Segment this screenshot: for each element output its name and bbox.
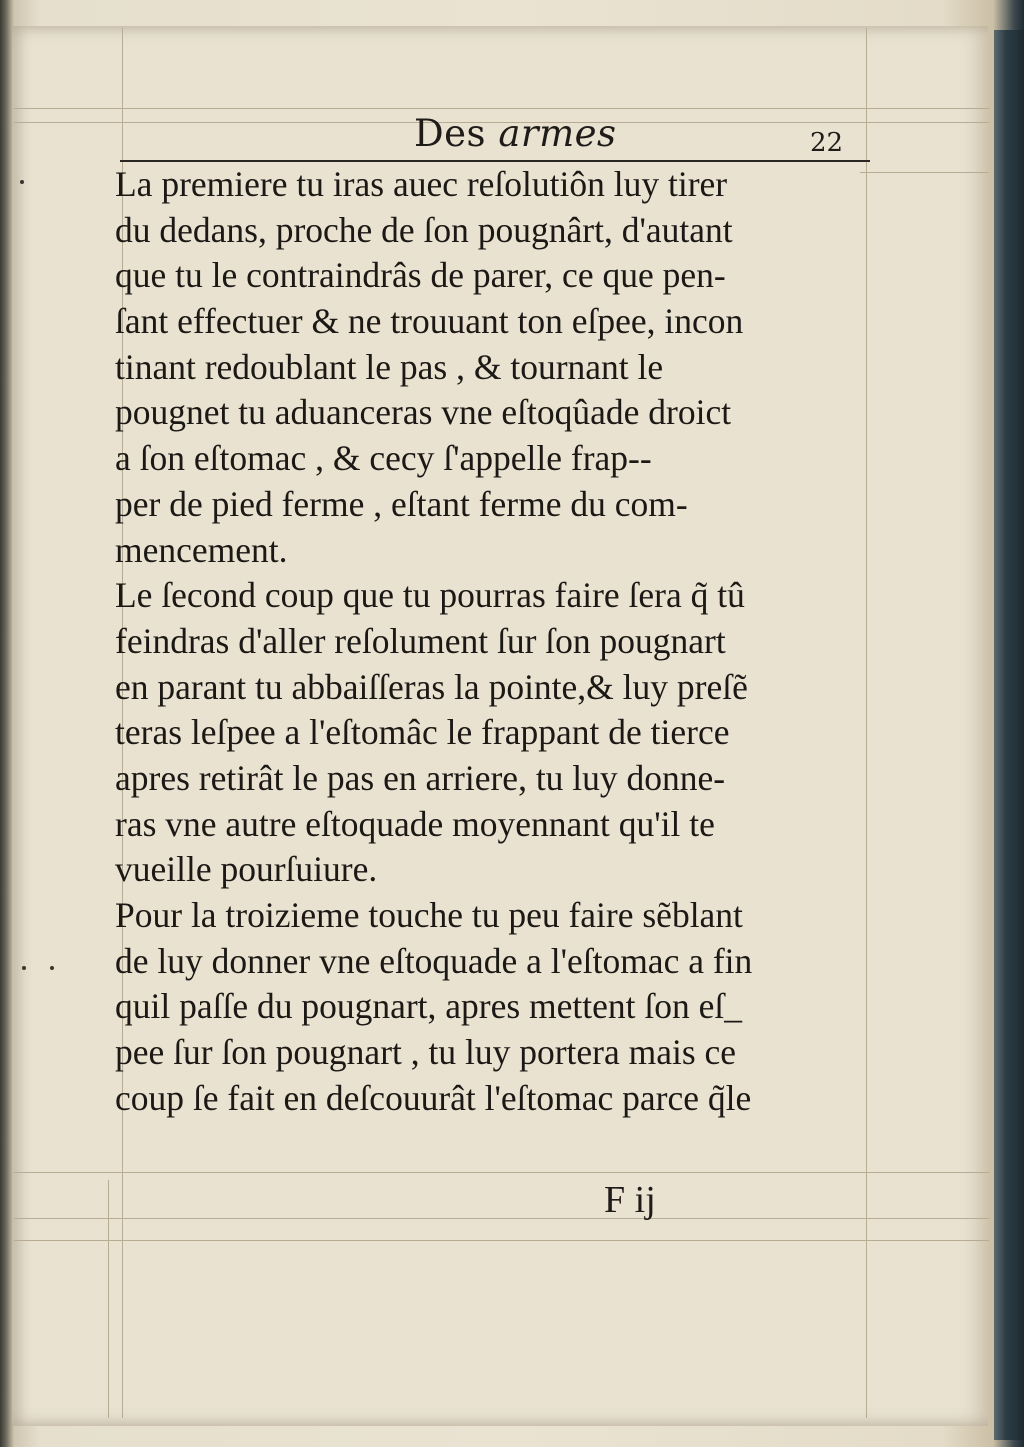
text-line: quil paſſe du pougnart, apres mettent ſon eſ_ xyxy=(115,986,743,1027)
text-line: a ſon eſtomac , & cecy ſ'appelle frap-- xyxy=(115,438,652,479)
signature-mark: F ij xyxy=(604,1179,656,1221)
text-line: tinant redoublant le pas , & tournant le xyxy=(115,346,664,387)
text-line: coup ſe fait en deſcouurât l'eſtomac parce q̃le xyxy=(115,1077,752,1118)
text-line: Pour la troizieme touche tu peu faire sẽblant xyxy=(115,895,743,935)
text-line: ras vne autre eſtoquade moyennant qu'il te xyxy=(115,803,715,844)
margin-mark xyxy=(20,180,24,184)
book-cover-edge xyxy=(994,30,1024,1440)
text-line: de luy donner vne eſtoquade a l'eſtomac a fin xyxy=(115,940,753,981)
margin-mark xyxy=(50,966,54,970)
text-line: pee ſur ſon pougnart , tu luy portera mais ce xyxy=(115,1032,737,1073)
frame-rule-bottom-inner xyxy=(14,1218,989,1219)
text-line: du dedans, proche de ſon pougnârt, d'autant xyxy=(115,209,733,250)
header-title-italic: armes xyxy=(498,112,617,155)
text-line: ſant effectuer & ne trouuant ton eſpee, incon xyxy=(115,301,744,342)
text-line: teras leſpee a l'eſtomâc le frappant de tierce xyxy=(115,712,730,753)
text-line: feindras d'aller reſolument ſur ſon pougnart xyxy=(115,620,726,661)
text-line: Le ſecond coup que tu pourras faire ſera q̃ tû xyxy=(115,575,745,616)
frame-rule-left-outer xyxy=(108,1180,109,1418)
frame-rule-bottom-outer xyxy=(14,1240,989,1241)
text-line: que tu le contraindrâs de parer, ce que pen- xyxy=(115,255,726,296)
frame-rule-header-right xyxy=(860,172,988,173)
frame-rule-top xyxy=(14,108,989,109)
running-header xyxy=(414,112,617,155)
body-text xyxy=(115,162,865,1121)
text-line: vueille pourſuiure. xyxy=(115,849,378,890)
margin-mark xyxy=(22,966,26,970)
text-line: per de pied ferme , eſtant ferme du com- xyxy=(115,483,688,524)
text-line: en parant tu abbaiſſeras la pointe,& luy preſẽ xyxy=(115,666,748,707)
text-line: apres retirât le pas en arriere, tu luy donne- xyxy=(115,757,726,798)
text-line: La premiere tu iras auec reſolutiôn luy tirer xyxy=(115,164,728,204)
frame-rule-right xyxy=(866,28,867,1418)
text-line: pougnet tu aduanceras vne eſtoqûade droict xyxy=(115,392,732,433)
text-line: mencement. xyxy=(115,529,288,570)
frame-rule-bottom xyxy=(14,1172,989,1173)
header-title-main: Des xyxy=(414,112,487,155)
page-number: 22 xyxy=(810,128,844,158)
